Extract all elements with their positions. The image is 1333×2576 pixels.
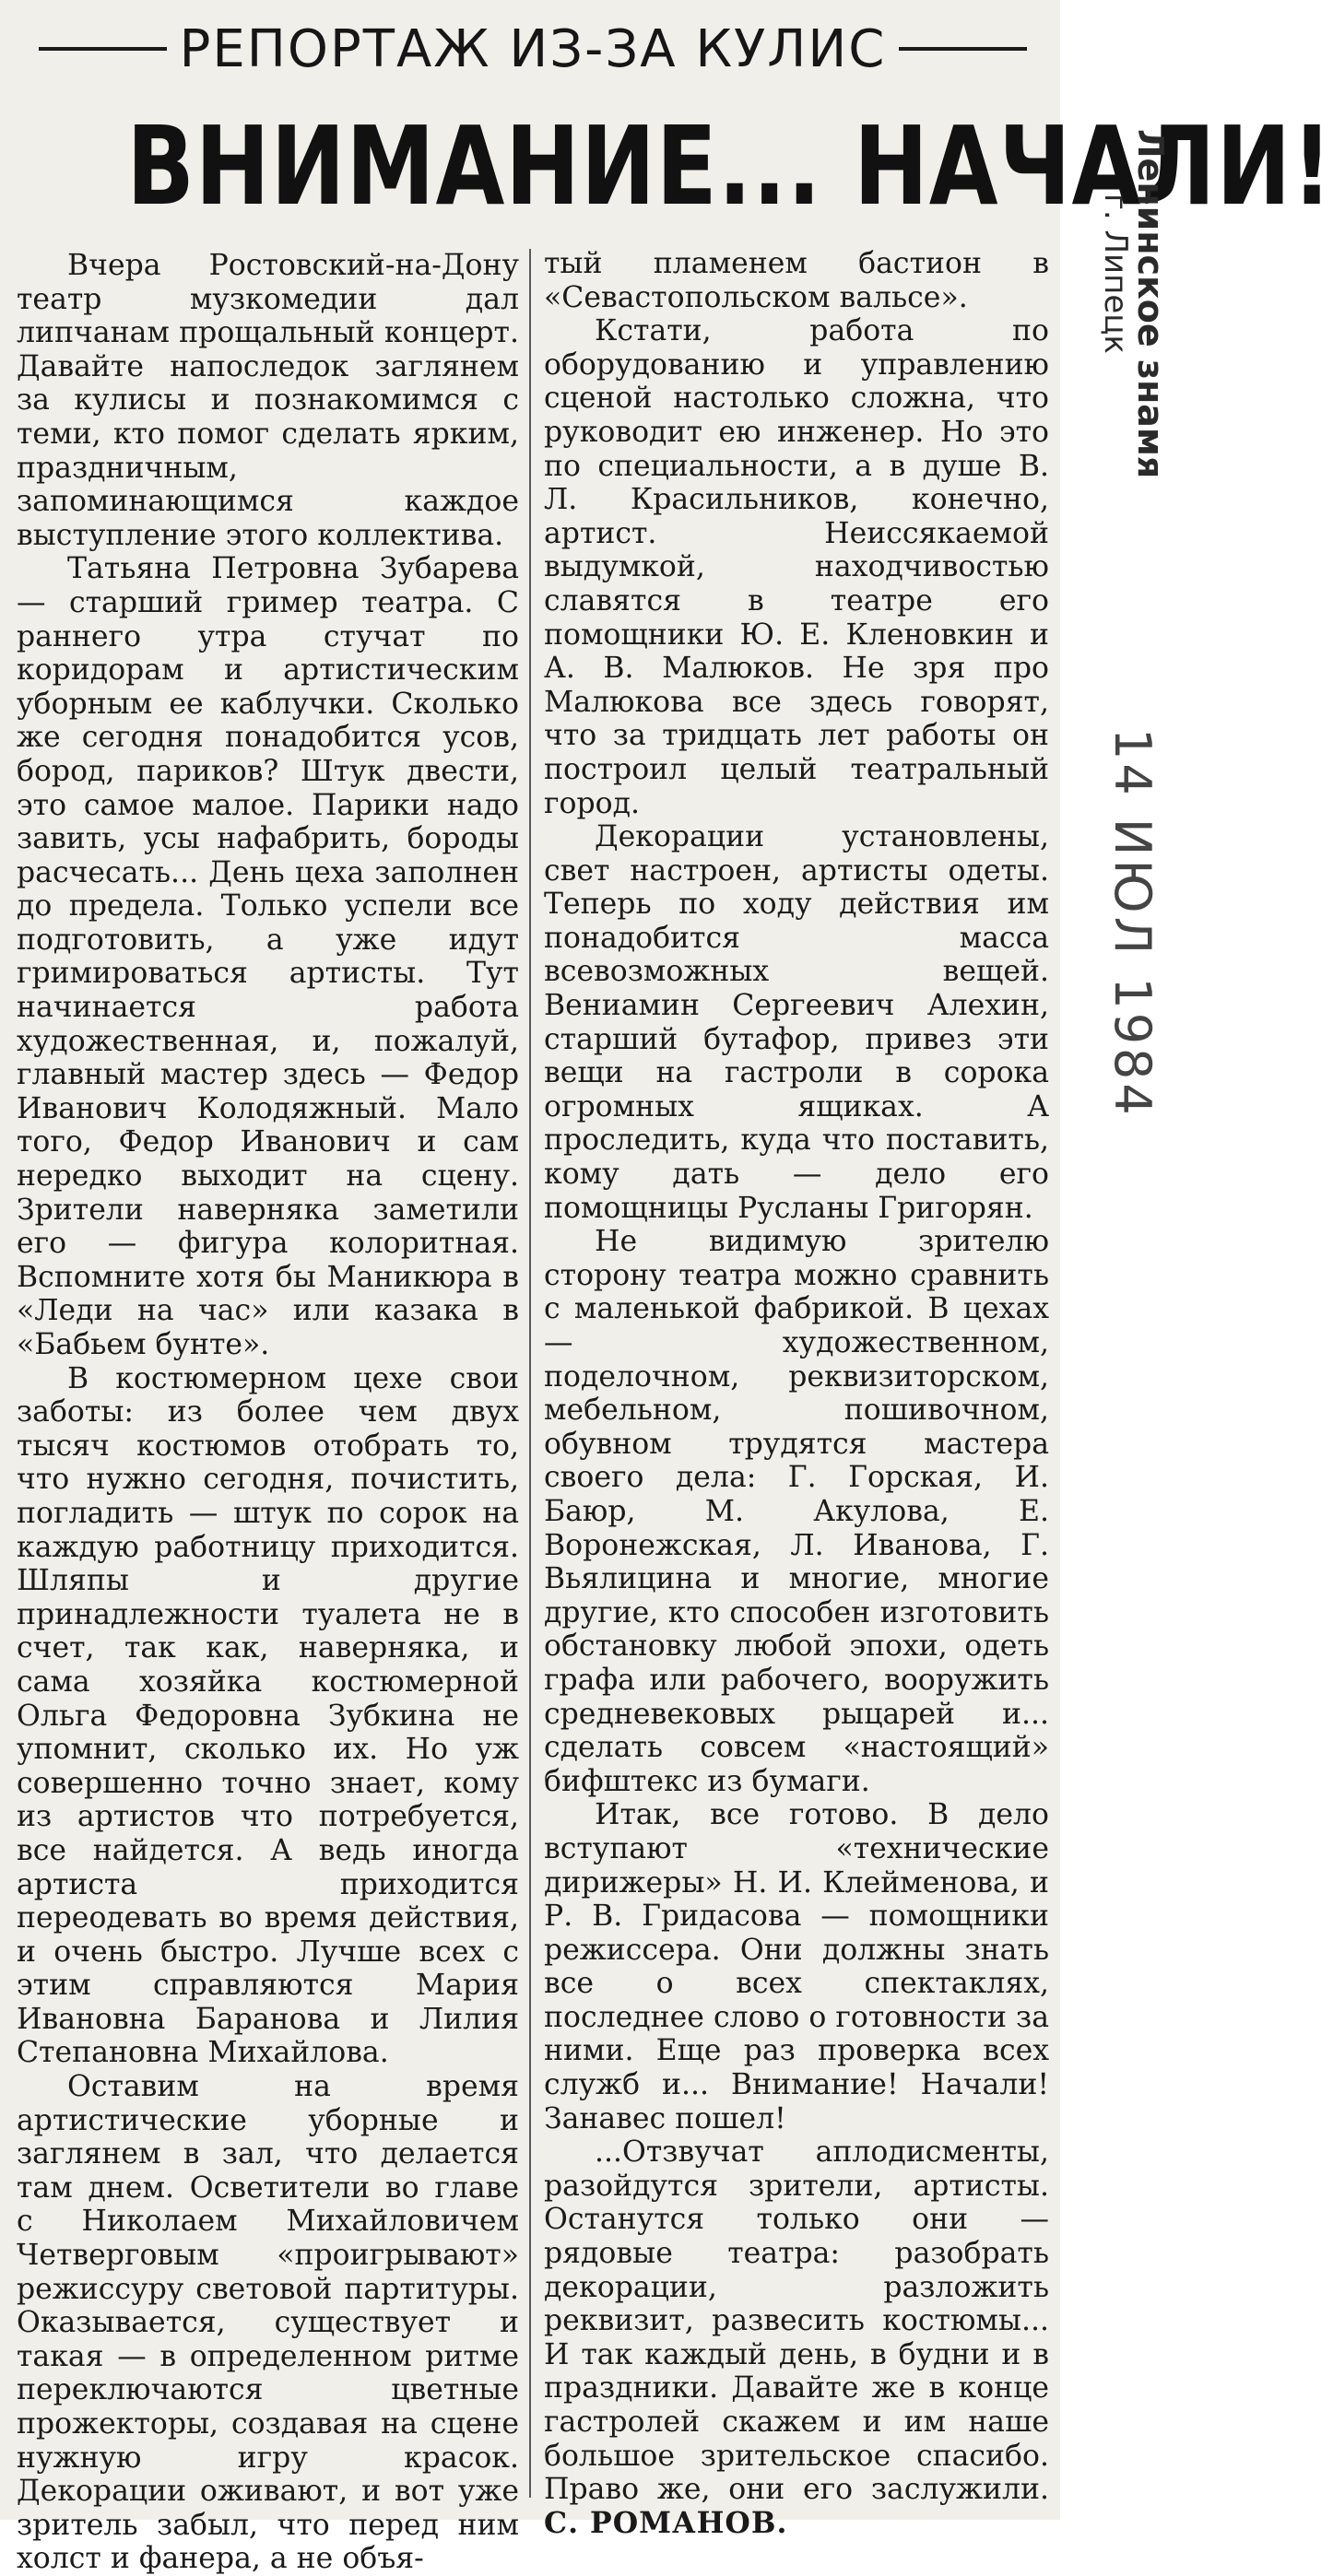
paragraph: Итак, все готово. В дело вступают «технические дирижеры» Н. И. Клейменова, и Р. В. Гридасова — помощники режиссера. Они должны знать все о всех спектаклях, последнее слово о готовности за ними. Еще раз проверка всех служб и... Внимание! Начали! Занавес пошел! (544, 1798, 1049, 2135)
kicker-text: РЕПОРТАЖ ИЗ-ЗА КУЛИС (179, 18, 887, 79)
closing-text: ...Отзвучат аплодисменты, разойдутся зрители, артисты. Останутся только они — рядовые театра: разобрать декорации, разложить реквизит, развесить костюмы... И так каждый день, в будни и в праздники. Давайте же в конце гастролей скажем и им наше большое зрительское спасибо. Право же, они его заслужили. (544, 2135, 1049, 2507)
article-column-1 (17, 249, 519, 2576)
author-signature: С. РОМАНОВ. (544, 2505, 788, 2540)
paragraph-continued: тый пламенем бастион в «Севастопольском вальсе». (544, 247, 1049, 314)
column-divider (529, 249, 531, 2498)
paragraph: Декорации установлены, свет настроен, артисты одеты. Теперь по ходу действия им понадобится масса всевозможных вещей. Вениамин Сергеевич Алехин, старший бутафор, привез эти вещи на гастроли в сорока огромных ящиках. А проследить, куда что поставить, кому дать — дело его помощницы Русланы Григорян. (544, 820, 1049, 1225)
paper-background (1060, 1097, 1209, 2520)
kicker-rule-right (899, 47, 1027, 51)
archive-stamp (1069, 120, 1208, 1119)
section-kicker (26, 17, 1040, 81)
paragraph: Татьяна Петровна Зубарева — старший гример театра. С раннего утра стучат по коридорам и артистическим уборным ее каблучки. Сколько же сегодня понадобится усов, бород, париков? Штук двести, это самое малое. Парики надо завить, усы нафабрить, бороды расчесать... День цеха заполнен до предела. Только успели все подготовить, а уже идут гримироваться артисты. Тут начинается работа художественная, и, пожалуй, главный мастер здесь — Федор Иванович Колодяжный. Мало того, Федор Иванович и сам нередко выходит на сцену. Зрители наверняка заметили его — фигура колоритная. Вспомните хотя бы Маникюра в «Леди на час» или казака в «Бабьем бунте». (17, 552, 519, 1361)
paragraph: В костюмерном цехе свои заботы: из более чем двух тысяч костюмов отобрать то, что нужно сегодня, почистить, погладить — штук по сорок на каждую работницу приходится. Шляпы и другие принадлежности туалета не в счет, так как, наверняка, и сама хозяйка костюмерной Ольга Федоровна Зубкина не упомнит, сколько их. Но уж совершенно точно знает, кому из артистов что потребуется, все найдется. А ведь иногда артиста приходится переодевать во время действия, и очень быстро. Лучше всех с этим справляются Мария Ивановна Баранова и Лилия Степановна Михайлова. (17, 1361, 519, 2070)
kicker-rule-left (39, 47, 167, 51)
stamp-city: г. Липецк (1097, 194, 1134, 354)
paragraph: Кстати, работа по оборудованию и управлению сценой настолько сложна, что руководит ею инженер. Но это по специальности, а в душе В. Л. Красильников, конечно, артист. Неиссякаемой выдумкой, находчивостью славятся в театре его помощники Ю. Е. Кленовкин и А. В. Малюков. Не зря про Малюкова все здесь говорят, что за тридцать лет работы он построил целый театральный город. (544, 314, 1049, 820)
stamp-newspaper-name: Ленинское знамя (1130, 129, 1171, 479)
headline: ВНИМАНИЕ... НАЧАЛИ! (126, 102, 1333, 229)
paragraph: Не видимую зрителю сторону театра можно сравнить с маленькой фабрикой. В цехах — художественном, поделочном, реквизиторском, мебельном, пошивочном, обувном трудятся мастера своего дела: Г. Горская, И. Баюр, М. Акулова, Е. Воронежская, Л. Иванова, Г. Вьялицина и многие, многие другие, кто способен изготовить обстановку любой эпохи, одеть графа или рабочего, вооружить средневековых рыцарей и... сделать совсем «настоящий» бифштекс из бумаги. (544, 1225, 1049, 1798)
paragraph: Вчера Ростовский-на-Дону театр музкомедии дал липчанам прощальный концерт. Давайте напоследок заглянем за кулисы и познакомимся с теми, кто помог сделать ярким, праздничным, запоминающимся каждое выступление этого коллектива. (17, 249, 519, 552)
article-column-2 (544, 247, 1049, 2540)
paragraph: Оставим на время артистические уборные и заглянем в зал, что делается там днем. Осветители во главе с Николаем Михайловичем Четверговым «проигрывают» режиссуру световой партитуры. Оказывается, существует и такая — в определенном ритме переключаются цветные прожекторы, создавая на сцене нужную игру красок. Декорации оживают, и вот уже зритель забыл, что перед ним холст и фанера, а не объя- (17, 2070, 519, 2576)
stamp-date: 14 ИЮЛ 1984 (1103, 728, 1162, 1119)
paragraph (544, 2135, 1049, 2540)
